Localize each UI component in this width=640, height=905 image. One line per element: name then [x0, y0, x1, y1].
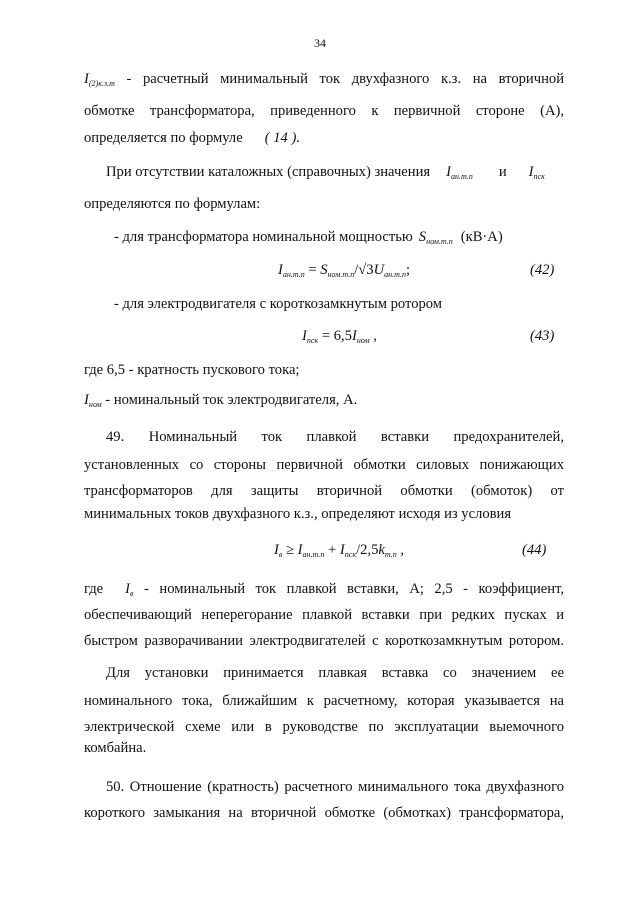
p2-line2: определяются по формулам: — [84, 196, 261, 212]
p50-line1: 50. Отношение (кратность) расчетного минимального тока двухфазного — [106, 779, 564, 795]
item2-text: - для электродвигателя с короткозамкнутым ротором — [114, 296, 443, 312]
install-line4: комбайна. — [84, 740, 147, 756]
item1-text: - для трансформатора номинальной мощностью $S_{ном.т.п}$ (кВ·А) — [114, 229, 503, 246]
p1-line1: $I_{(2)к.з.т}$ - расчетный минимальный ток двухфазного к.з. на вторичной — [84, 71, 564, 88]
p49-line3: трансформаторов для защиты вторичной обмотки (обмоток) от — [84, 483, 564, 499]
where-line-2: $I_{ном}$ - номинальный ток электродвигателя, А. — [84, 392, 358, 409]
p1-line3: определяется по формуле ( 14 ). — [84, 130, 300, 146]
p1-symbol: $I_{(2)к.з.т}$ — [84, 71, 115, 88]
page-number: 34 — [314, 36, 326, 50]
p2-line1: При отсутствии каталожных (справочных) значения $I_{ан.т.п}$ и $I_{пск}$ — [106, 164, 545, 181]
where3-line2: обеспечивающий неперегорание плавкой вставки при редких пусках и — [84, 607, 564, 623]
p49-line2: установленных со стороны первичной обмотки силовых понижающих — [84, 457, 564, 473]
equation-44: $I_в \ge I_{ан.т.п} + I_{пск}/2,5k_{т.п}$ , — [274, 542, 405, 559]
p49-line1: 49. Номинальный ток плавкой вставки предохранителей, — [106, 429, 564, 445]
where3-line1: где $I_в$ - номинальный ток плавкой вставки, А; 2,5 - коэффициент, — [84, 581, 564, 598]
where3-line3: быстром разворачивании электродвигателей с короткозамкнутым ротором. — [84, 633, 564, 649]
equation-44-number: (44) — [522, 542, 547, 558]
equation-42: $I_{ан.т.п} = S_{ном.т.п}/√3U_{ан.т.п}$; — [278, 262, 411, 279]
equation-43: $I_{пск} = 6,5I_{ном}$ , — [302, 328, 377, 345]
install-line2: номинального тока, ближайшим к расчетному, которая указывается на — [84, 693, 564, 709]
where-line-1: где 6,5 - кратность пускового тока; — [84, 362, 300, 378]
equation-42-number: (42) — [530, 262, 555, 278]
p1-line2: обмотке трансформатора, приведенного к первичной стороне (А), — [84, 103, 564, 119]
install-line1: Для установки принимается плавкая вставка со значением ее — [106, 665, 564, 681]
equation-43-number: (43) — [530, 328, 555, 344]
p50-line2: короткого замыкания на вторичной обмотке (обмотках) трансформатора, — [84, 805, 564, 821]
install-line3: электрической схеме или в руководстве по эксплуатации выемочного — [84, 719, 564, 735]
p49-line4: минимальных токов двухфазного к.з., определяют исходя из условия — [84, 506, 512, 522]
